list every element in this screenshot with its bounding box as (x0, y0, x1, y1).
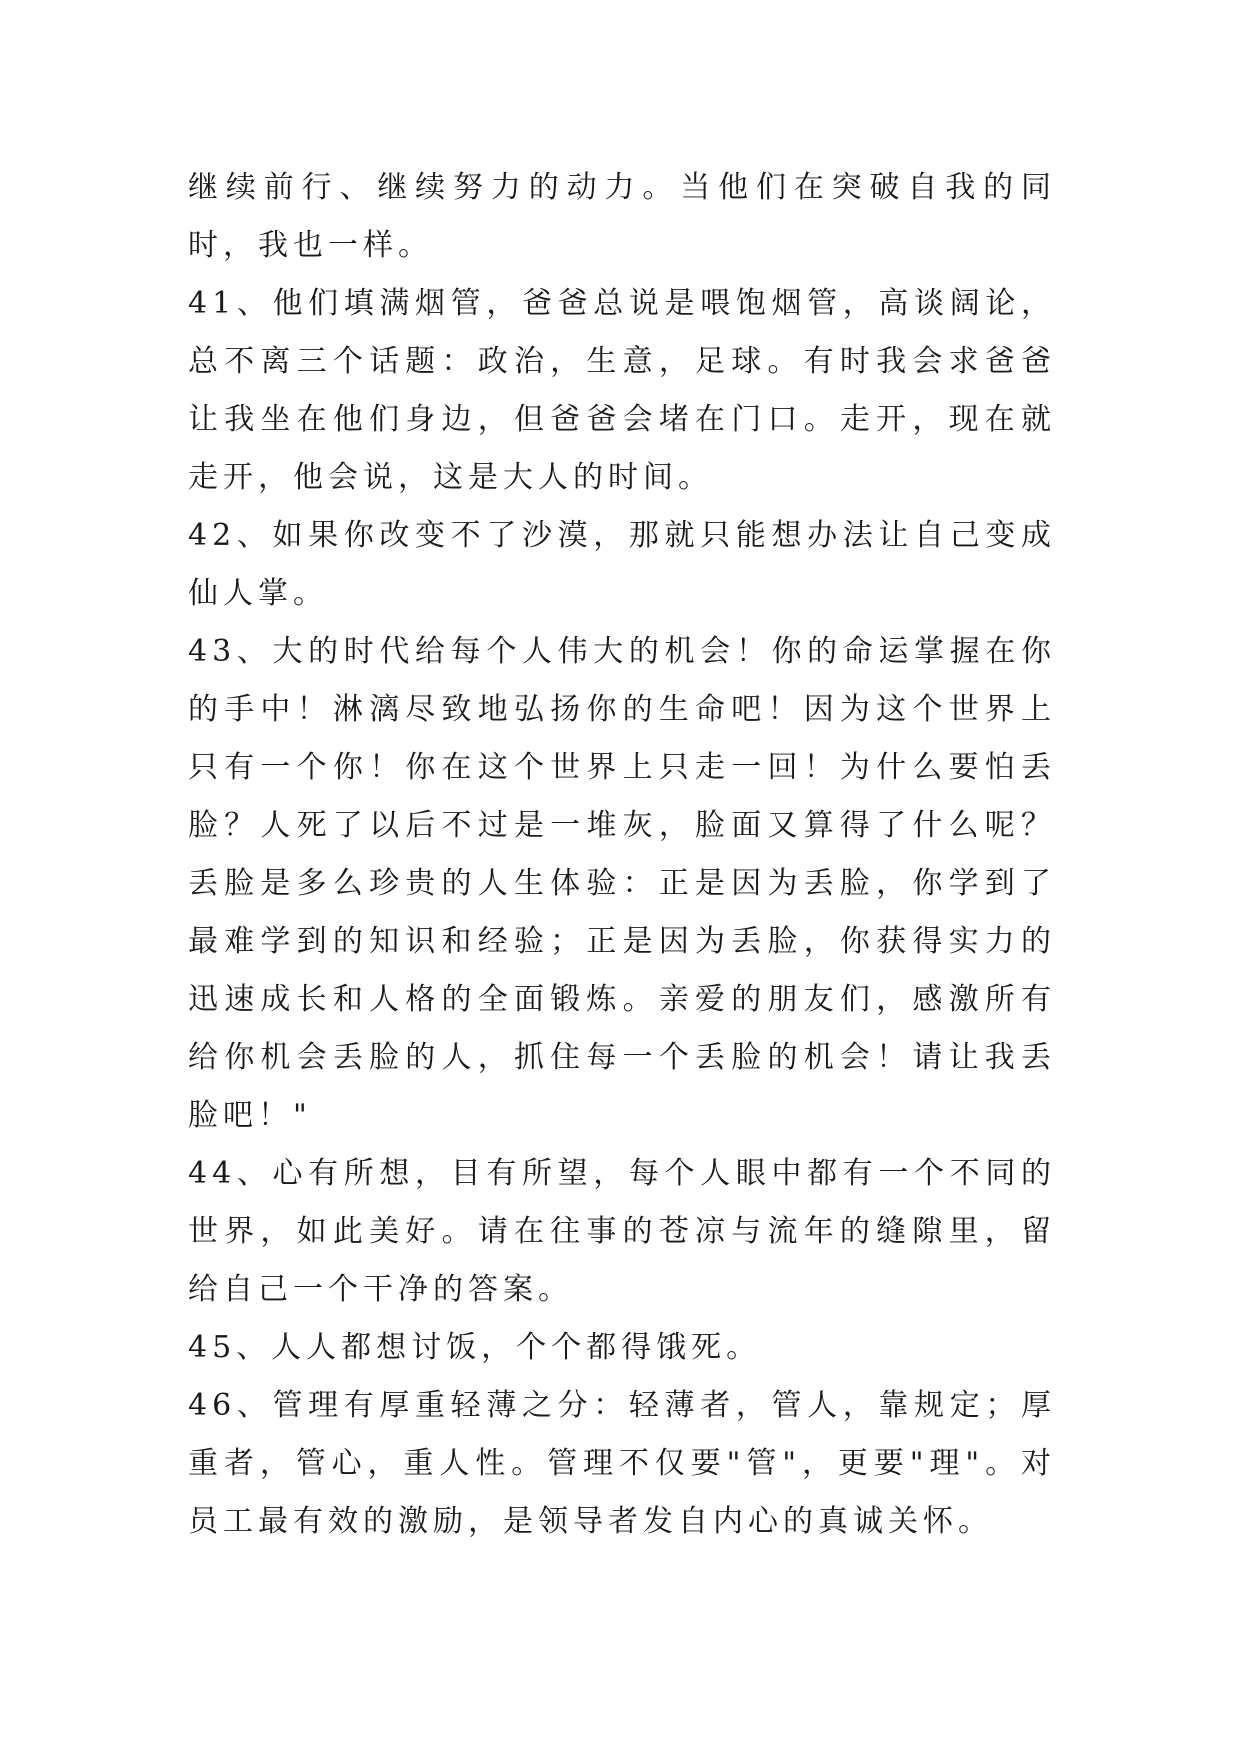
paragraph-43: 43、大的时代给每个人伟大的机会！你的命运掌握在你的手中！淋漓尽致地弘扬你的生命吧！因为这个世界上只有一个你！你在这个世界上只走一回！为什么要怕丢脸？人死了以后不过是一堆灰，脸面又算得了什么呢？丢脸是多么珍贵的人生体验：正是因为丢脸，你学到了最难学到的知识和经验；正是因为丢脸，你获得实力的迅速成长和人格的全面锻炼。亲爱的朋友们，感激所有给你机会丢脸的人，抓住每一个丢脸的机会！请让我丢脸吧！" (188, 634, 1056, 1133)
paragraph-42: 42、如果你改变不了沙漠，那就只能想办法让自己变成仙人掌。 (188, 518, 1056, 611)
paragraph-45: 45、人人都想讨饭，个个都得饿死。 (188, 1330, 762, 1365)
paragraph-continuation: 继续前行、继续努力的动力。当他们在突破自我的同时，我也一样。 (188, 170, 1056, 263)
paragraph-46: 46、管理有厚重轻薄之分：轻薄者，管人，靠规定；厚重者，管心，重人性。管理不仅要"管"，更要"理"。对员工最有效的激励，是领导者发自内心的真诚关怀。 (188, 1388, 1056, 1539)
paragraph-41: 41、他们填满烟管，爸爸总说是喂饱烟管，高谈阔论，总不离三个话题：政治，生意，足球。有时我会求爸爸让我坐在他们身边，但爸爸会堵在门口。走开，现在就走开，他会说，这是大人的时间。 (188, 286, 1056, 495)
document-body (188, 159, 1056, 1551)
paragraph-44: 44、心有所想，目有所望，每个人眼中都有一个不同的世界，如此美好。请在往事的苍凉与流年的缝隙里，留给自己一个干净的答案。 (188, 1156, 1056, 1307)
